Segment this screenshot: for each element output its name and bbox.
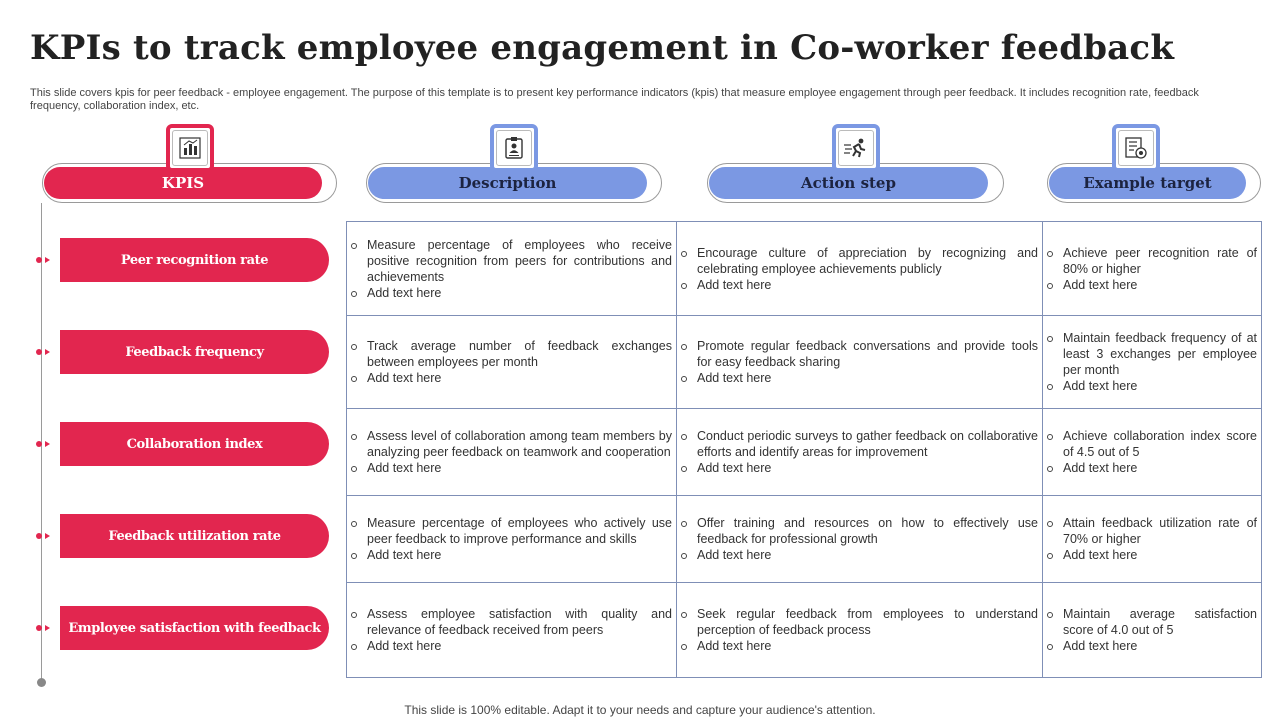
page-title: KPIs to track employee engagement in Co-worker feedback [30, 28, 1175, 68]
bullet-text: Add text here [1045, 460, 1257, 476]
arrow-icon [45, 257, 50, 263]
bullet-text: Add text here [349, 370, 672, 386]
bullet-text: Achieve peer recognition rate of 80% or higher [1045, 245, 1257, 277]
header-action-label: Action step [709, 167, 988, 199]
bullet-text: Assess employee satisfaction with quality and relevance of feedback received from peers [349, 606, 672, 638]
bullet-text: Attain feedback utilization rate of 70% or higher [1045, 515, 1257, 547]
running-person-icon [832, 124, 880, 172]
description-cell [347, 496, 677, 583]
kpi-item [36, 330, 336, 374]
bullet-text: Add text here [679, 277, 1038, 293]
bullet-text: Promote regular feedback conversations and provide tools for easy feedback sharing [679, 338, 1038, 370]
arrow-icon [45, 625, 50, 631]
table-row [347, 496, 1262, 583]
table-row [347, 316, 1262, 409]
bullet-text: Add text here [679, 460, 1038, 476]
bullet-text: Add text here [1045, 638, 1257, 654]
timeline-end-dot [37, 678, 46, 687]
bullet-text: Add text here [679, 547, 1038, 563]
bullet-text: Add text here [679, 638, 1038, 654]
bullet-dot [36, 625, 42, 631]
bullet-text: Assess level of collaboration among team members by analyzing peer feedback on teamwork and cooperation [349, 428, 672, 460]
bullet-text: Measure percentage of employees who actively use peer feedback to improve performance and skills [349, 515, 672, 547]
header-kpis-label: KPIS [44, 167, 322, 199]
bullet-text: Add text here [349, 285, 672, 301]
target-cell [1043, 409, 1262, 496]
kpi-table [346, 221, 1262, 678]
bullet-text: Add text here [1045, 277, 1257, 293]
description-cell [347, 583, 677, 678]
bullet-dot [36, 349, 42, 355]
bullet-text: Add text here [349, 547, 672, 563]
action-cell [677, 316, 1043, 409]
kpi-item [36, 606, 336, 650]
target-cell [1043, 583, 1262, 678]
bullet-text: Add text here [349, 638, 672, 654]
bar-chart-icon [166, 124, 214, 172]
arrow-icon [45, 349, 50, 355]
target-cell [1043, 496, 1262, 583]
kpi-item [36, 238, 336, 282]
kpi-label: Collaboration index [60, 422, 329, 466]
bullet-dot [36, 257, 42, 263]
header-description-label: Description [368, 167, 647, 199]
description-cell [347, 222, 677, 316]
table-row [347, 222, 1262, 316]
kpi-label: Peer recognition rate [60, 238, 329, 282]
bullet-text: Add text here [679, 370, 1038, 386]
action-cell [677, 409, 1043, 496]
bullet-text: Add text here [1045, 378, 1257, 394]
description-cell [347, 316, 677, 409]
page-subtitle: This slide covers kpis for peer feedback - employee engagement. The purpose of this template is to present key performance indicators (kpis) that measure employee engagement through peer feedback. It includes recognition rate, feedback frequency, collaboration index, etc. [30, 87, 1199, 112]
clipboard-person-icon [490, 124, 538, 172]
description-cell [347, 409, 677, 496]
footer-note: This slide is 100% editable. Adapt it to your needs and capture your audience's attention. [404, 703, 876, 717]
bullet-text: Encourage culture of appreciation by recognizing and celebrating employee achievements publicly [679, 245, 1038, 277]
arrow-icon [45, 441, 50, 447]
bullet-text: Achieve collaboration index score of 4.5 out of 5 [1045, 428, 1257, 460]
target-cell [1043, 222, 1262, 316]
bullet-text: Track average number of feedback exchanges between employees per month [349, 338, 672, 370]
action-cell [677, 496, 1043, 583]
bullet-text: Conduct periodic surveys to gather feedback on collaborative efforts and identify areas for improvement [679, 428, 1038, 460]
kpi-item [36, 514, 336, 558]
bullet-text: Seek regular feedback from employees to understand perception of feedback process [679, 606, 1038, 638]
arrow-icon [45, 533, 50, 539]
kpi-label: Feedback frequency [60, 330, 329, 374]
kpi-label: Feedback utilization rate [60, 514, 329, 558]
table-row [347, 583, 1262, 678]
action-cell [677, 222, 1043, 316]
target-cell [1043, 316, 1262, 409]
bullet-text: Measure percentage of employees who receive positive recognition from peers for contributions and achievements [349, 237, 672, 285]
kpi-item [36, 422, 336, 466]
bullet-text: Add text here [1045, 547, 1257, 563]
kpi-label: Employee satisfaction with feedback [60, 606, 329, 650]
bullet-text: Offer training and resources on how to effectively use feedback for professional growth [679, 515, 1038, 547]
bullet-dot [36, 533, 42, 539]
action-cell [677, 583, 1043, 678]
bullet-dot [36, 441, 42, 447]
checklist-target-icon [1112, 124, 1160, 172]
header-target-label: Example target [1049, 167, 1246, 199]
table-row [347, 409, 1262, 496]
bullet-text: Maintain average satisfaction score of 4.0 out of 5 [1045, 606, 1257, 638]
bullet-text: Maintain feedback frequency of at least 3 exchanges per employee per month [1045, 330, 1257, 378]
bullet-text: Add text here [349, 460, 672, 476]
